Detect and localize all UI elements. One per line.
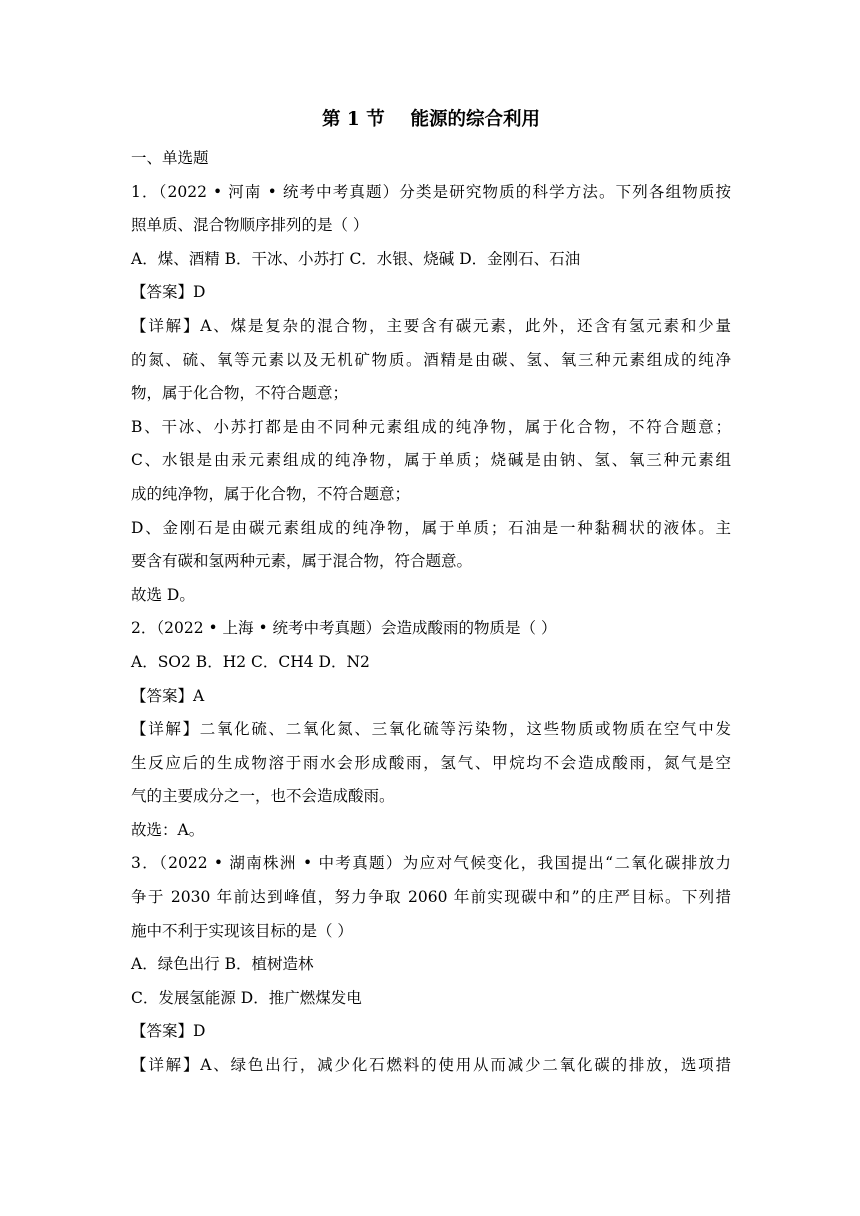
text-line-q1-detail-6: 成的纯净物，属于化合物，不符合题意； xyxy=(131,484,411,503)
text-line-section-heading: 一、单选题 xyxy=(131,149,209,167)
text-line-q2-detail-3: 气的主要成分之一，也不会造成酸雨。 xyxy=(131,787,395,806)
document-page xyxy=(131,108,731,1083)
text-line-q3-stem-3: 施中不利于实现该目标的是（ ） xyxy=(131,921,353,940)
text-line-q1-detail-4: B、干冰、小苏打都是由不同种元素组成的纯净物，属于化合物，不符合题意； xyxy=(131,417,731,436)
document-body xyxy=(131,142,731,1083)
text-line-q1-options: A．煤、酒精 B．干冰、小苏打 C．水银、烧碱 D．金刚石、石油 xyxy=(131,249,581,268)
text-line-q1-answer: 【答案】D xyxy=(131,283,206,302)
text-line-q3-options-2: C．发展氢能源 D．推广燃煤发电 xyxy=(131,988,362,1007)
text-line-q3-detail-1: 【详解】A、绿色出行，减少化石燃料的使用从而减少二氧化碳的排放，选项措 xyxy=(131,1056,731,1075)
text-line-q2-detail-2: 生反应后的生成物溶于雨水会形成酸雨，氢气、甲烷均不会造成酸雨，氮气是空 xyxy=(131,753,731,772)
text-line-q1-detail-2: 的氮、硫、氧等元素以及无机矿物质。酒精是由碳、氢、氧三种元素组成的纯净 xyxy=(131,350,731,369)
text-line-q2-stem: 2．（2022 • 上海 • 统考中考真题）会造成酸雨的物质是（ ） xyxy=(131,619,557,638)
text-line-q1-detail-7: D、金刚石是由碳元素组成的纯净物，属于单质；石油是一种黏稠状的液体。主 xyxy=(131,518,731,537)
text-line-q1-detail-5: C、水银是由汞元素组成的纯净物，属于单质；烧碱是由钠、氢、氧三种元素组 xyxy=(131,451,731,470)
text-line-q2-options: A．SO2 B．H2 C．CH4 D．N2 xyxy=(131,652,370,671)
text-line-q3-stem-1: 3．（2022 • 湖南株洲 • 中考真题）为应对气候变化，我国提出“二氧化碳排放力 xyxy=(131,854,731,873)
text-line-q1-stem-1: 1．（2022 • 河南 • 统考中考真题）分类是研究物质的科学方法。下列各组物质按 xyxy=(131,182,731,201)
text-line-q3-stem-2: 争于 2030 年前达到峰值，努力争取 2060 年前实现碳中和”的庄严目标。下列措 xyxy=(131,888,731,907)
text-line-q3-options-1: A．绿色出行 B．植树造林 xyxy=(131,955,314,974)
text-line-q1-detail-1: 【详解】A、煤是复杂的混合物，主要含有碳元素，此外，还含有氢元素和少量 xyxy=(131,316,731,335)
text-line-q3-answer: 【答案】D xyxy=(131,1022,206,1041)
text-line-q2-detail-1: 【详解】二氧化硫、二氧化氮、三氧化硫等污染物，这些物质或物质在空气中发 xyxy=(131,720,731,739)
page-title: 第 1 节 能源的综合利用 xyxy=(321,109,541,130)
text-line-q2-conclusion: 故选：A。 xyxy=(131,820,205,839)
text-line-q1-stem-2: 照单质、混合物顺序排列的是（ ） xyxy=(131,216,369,235)
text-line-q1-detail-8: 要含有碳和氢两种元素，属于混合物，符合题意。 xyxy=(131,552,473,571)
text-line-q2-answer: 【答案】A xyxy=(131,686,205,705)
text-line-q1-detail-3: 物，属于化合物，不符合题意； xyxy=(131,384,349,403)
text-line-q1-conclusion: 故选 D。 xyxy=(131,585,195,604)
